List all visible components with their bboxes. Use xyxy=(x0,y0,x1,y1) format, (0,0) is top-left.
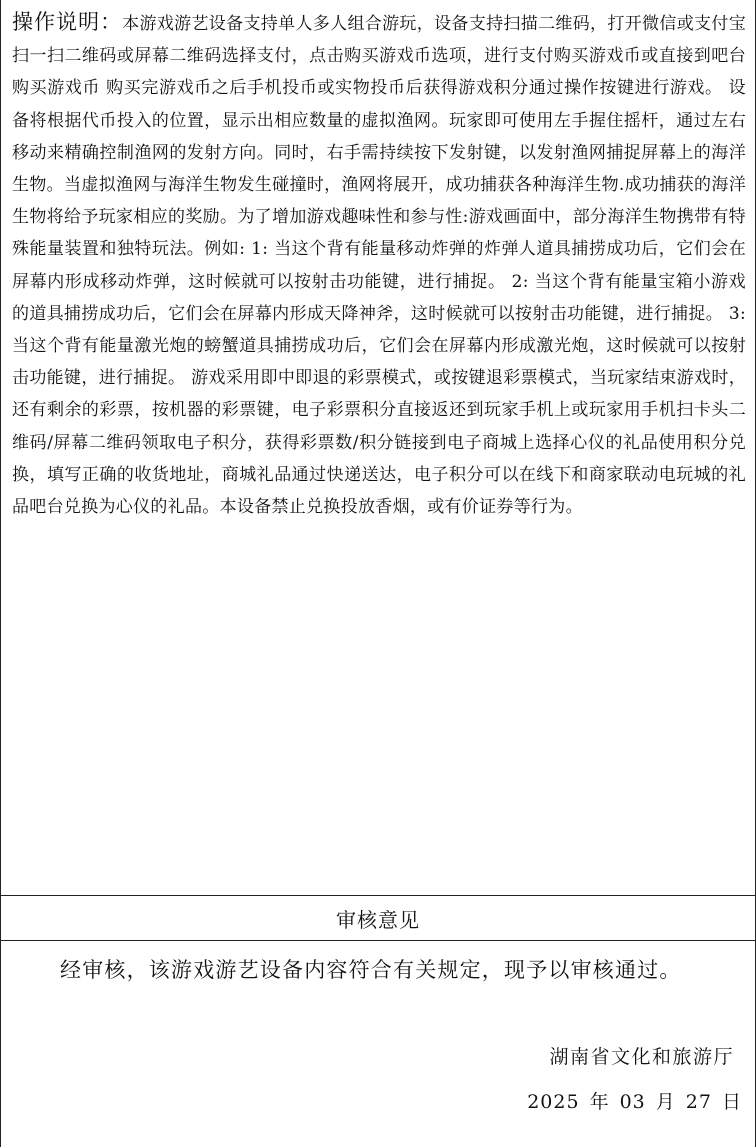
date-day: 27 xyxy=(685,1091,712,1113)
operation-instructions xyxy=(12,6,746,523)
date-year-unit: 年 xyxy=(589,1091,610,1113)
date-month: 03 xyxy=(619,1091,646,1113)
operation-title: 操作说明： xyxy=(12,10,123,34)
date-month-unit: 月 xyxy=(655,1091,676,1113)
date-day-unit: 日 xyxy=(721,1091,742,1113)
section-divider-top xyxy=(0,895,756,896)
issuing-authority: 湖南省文化和旅游厅 xyxy=(549,1046,734,1068)
review-section-title: 审核意见 xyxy=(336,908,420,932)
review-date xyxy=(527,1087,742,1117)
section-divider-bottom xyxy=(0,940,756,941)
operation-text: 本游戏游艺设备支持单人多人组合游玩，设备支持扫描二维码，打开微信或支付宝扫一扫二维码或屏幕二维码选择支付，点击购买游戏币选项，进行支付购买游戏币或直接到吧台购买游戏币 购买完游戏币之后手机投币或实物投币后获得游戏积分通过操作按键进行游戏。 设备将根据代币投入的位置，显示出相应数量的虚拟渔网。玩家即可使用左手握住摇杆，通过左右移动来精确控制渔网的发射方向。同时，右手需持续按下发射键，以发射渔网捕捉屏幕上的海洋生物。当虚拟渔网与海洋生物发生碰撞时，渔网将展开，成功捕获各种海洋生物.成功捕获的海洋生物将给予玩家相应的奖励。为了增加游戏趣味性和参与性:游戏画面中，部分海洋生物携带有特殊能量装置和独特玩法。例如: 1: 当这个背有能量移动炸弹的炸弹人道具捕捞成功后，它们会在屏幕内形成移动炸弹，这时候就可以按射击功能键，进行捕捉。 2: 当这个背有能量宝箱小游戏的道具捕捞成功后，它们会在屏幕内形成天降神斧，这时候就可以按射击功能键，进行捕捉。 3: 当这个背有能量激光炮的螃蟹道具捕捞成功后，它们会在屏幕内形成激光炮，这时候就可以按射击功能键，进行捕捉。 游戏采用即中即退的彩票模式，或按键退彩票模式，当玩家结束游戏时，还有剩余的彩票，按机器的彩票键，电子彩票积分直接返还到玩家手机上或玩家用手机扫卡头二维码/屏幕二维码领取电子积分，获得彩票数/积分链接到电子商城上选择心仪的礼品使用积分兑换，填写正确的收货地址，商城礼品通过快递送达，电子积分可以在线下和商家联动电玩城的礼品吧台兑换为心仪的礼品。本设备禁止兑换投放香烟，或有价证券等行为。 xyxy=(12,14,746,518)
date-year: 2025 xyxy=(527,1091,580,1113)
left-border xyxy=(0,0,1,1147)
review-verdict: 经审核，该游戏游艺设备内容符合有关规定，现予以审核通过。 xyxy=(60,958,682,982)
